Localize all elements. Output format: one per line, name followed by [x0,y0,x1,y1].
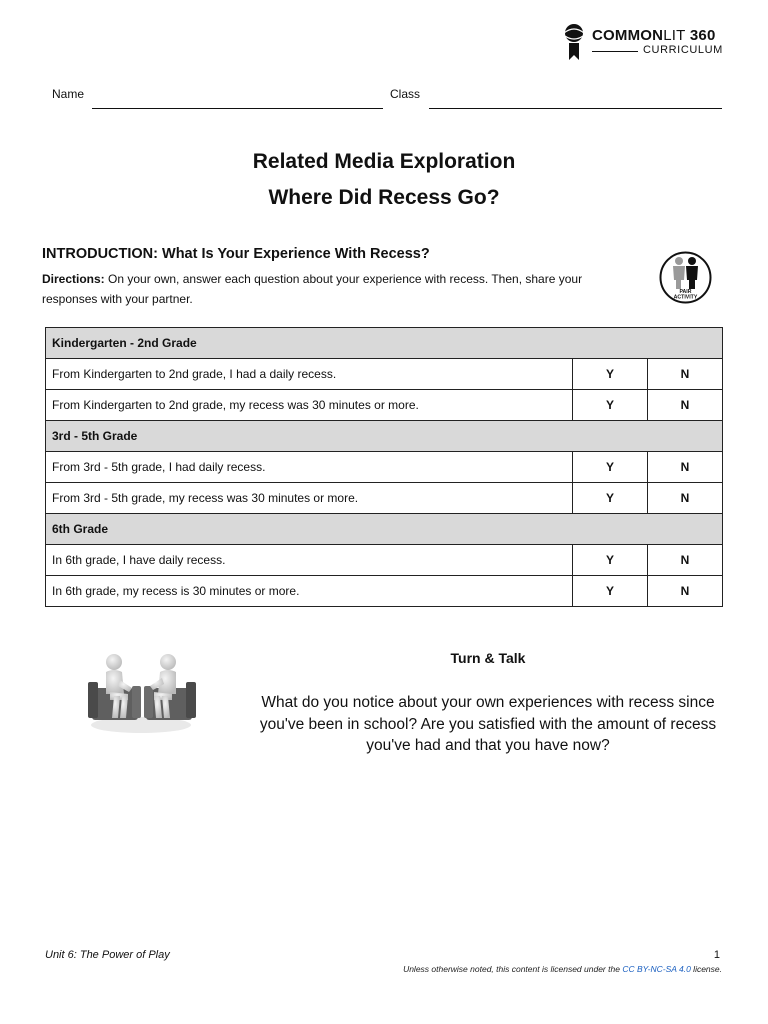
logo-wordmark: COMMONLIT 360 [592,27,716,44]
question-text: From Kindergarten to 2nd grade, my recess was 30 minutes or more. [46,390,573,421]
page-subtitle: Where Did Recess Go? [268,186,500,209]
yes-option[interactable]: Y [573,390,648,421]
turn-and-talk-prompt: What do you notice about your own experiences with recess since you've been in school? Are you satisfied with the amount of recess you've had and that you have now? [259,694,717,754]
table-row [46,452,723,483]
no-option[interactable]: N [648,545,723,576]
introduction-heading: INTRODUCTION: What Is Your Experience With Recess? [42,246,430,262]
table-row [46,390,723,421]
directions-label: Directions: [42,272,105,286]
table-row [46,359,723,390]
commonlit-logo [562,22,727,62]
yes-option[interactable]: Y [573,452,648,483]
no-option[interactable]: N [648,576,723,607]
table-row [46,545,723,576]
section-label: 3rd - 5th Grade [46,421,723,452]
no-option[interactable]: N [648,390,723,421]
logo-subtitle: CURRICULUM [643,44,723,56]
recess-experience-table [45,327,723,607]
class-field-line[interactable] [429,108,722,109]
two-people-talking-illustration [80,622,202,738]
license-notice [403,964,722,974]
question-text: From Kindergarten to 2nd grade, I had a daily recess. [46,359,573,390]
no-option[interactable]: N [648,483,723,514]
pair-activity-label-line1: PAIR [679,289,692,295]
question-text: From 3rd - 5th grade, I had daily recess. [46,452,573,483]
no-option[interactable]: N [648,359,723,390]
pair-activity-label-line2: ACTIVITY [673,294,698,301]
license-suffix: license. [690,964,722,974]
question-text: In 6th grade, I have daily recess. [46,545,573,576]
table-row [46,483,723,514]
page-number: 1 [713,949,720,961]
table-section-row [46,421,723,452]
license-link[interactable]: CC BY-NC-SA 4.0 [622,964,691,974]
directions-body: On your own, answer each question about your experience with recess. Then, share your responses with your partner. [42,272,583,306]
license-prefix: Unless otherwise noted, this content is licensed under the [403,964,623,974]
table-row [46,576,723,607]
commonlit-logo-icon [562,22,586,62]
section-label: Kindergarten - 2nd Grade [46,328,723,359]
section-label: 6th Grade [46,514,723,545]
table-section-row [46,514,723,545]
question-text: In 6th grade, my recess is 30 minutes or more. [46,576,573,607]
pair-activity-icon [659,251,712,304]
yes-option[interactable]: Y [573,483,648,514]
yes-option[interactable]: Y [573,576,648,607]
name-field-line[interactable] [92,108,383,109]
yes-option[interactable]: Y [573,545,648,576]
table-section-row [46,328,723,359]
no-option[interactable]: N [648,452,723,483]
page-title: Related Media Exploration [252,150,516,173]
yes-option[interactable]: Y [573,359,648,390]
unit-label: Unit 6: The Power of Play [45,949,170,961]
class-label: Class [390,87,421,101]
turn-and-talk-heading: Turn & Talk [450,650,526,666]
question-text: From 3rd - 5th grade, my recess was 30 minutes or more. [46,483,573,514]
name-label: Name [52,87,85,101]
logo-rule [592,51,638,52]
directions-text [42,270,632,309]
